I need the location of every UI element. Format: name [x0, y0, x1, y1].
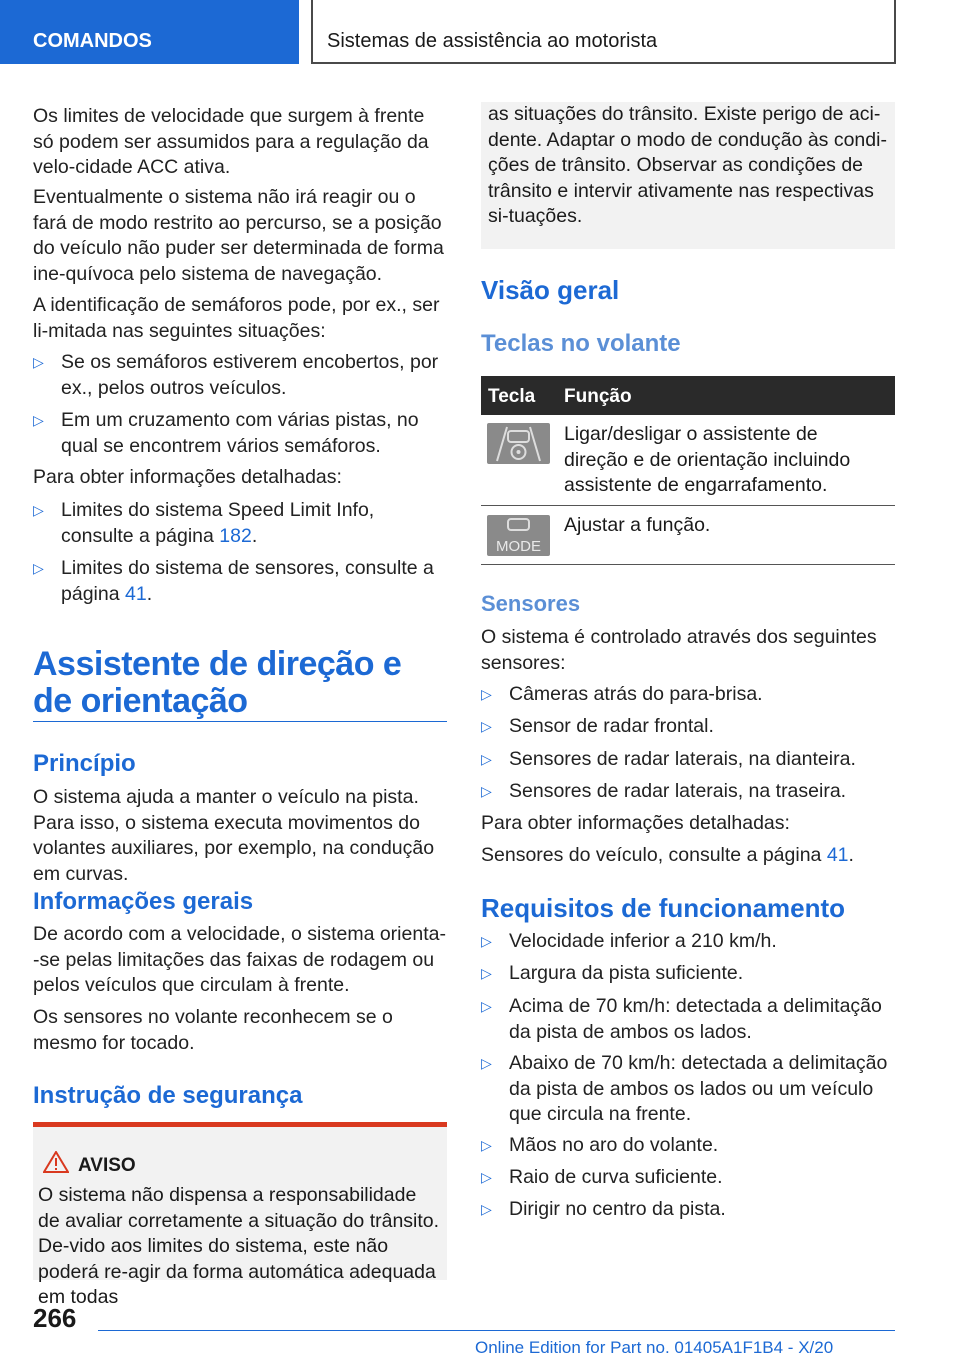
- table-row: [481, 506, 895, 565]
- list-item: ▷ Limites do sistema de sensores, consulte a página 41.: [33, 557, 434, 605]
- subheading-info: Informações gerais: [33, 888, 254, 915]
- list-item: ▷ Sensores de radar laterais, na dianteira.: [481, 747, 895, 773]
- paragraph-navigation: Eventualmente o sistema não irá reagir ou o fará de modo restrito ao percurso, se a posição do veículo não puder ser determinada de forma ine-quívoca pelo sistema de navegação.: [33, 186, 444, 285]
- list-item: ▷ Velocidade inferior a 210 km/h.: [481, 929, 895, 955]
- warning-continuation-text: as situações do trânsito. Existe perigo de aci-dente. Adaptar o modo de condução às condi-ções de trânsito. Observar as condições de trânsito e intervir ativamente nas respectivas si-tuações.: [488, 103, 887, 227]
- triangle-bullet-icon: ▷: [481, 718, 492, 734]
- chapter-header: [311, 0, 896, 64]
- paragraph-sensor-ref: Sensores do veículo, consulte a página 41.: [481, 844, 854, 866]
- page-number: 266: [33, 1303, 77, 1333]
- column-header-function: Função: [564, 386, 632, 407]
- subheading-safety: Instrução de segurança: [33, 1082, 303, 1109]
- list-item: ▷ Raio de curva suficiente.: [481, 1165, 895, 1191]
- triangle-bullet-icon: ▷: [481, 1201, 492, 1217]
- page-link[interactable]: 41: [826, 844, 849, 866]
- table-header: [481, 376, 895, 415]
- warning-text: O sistema não dispensa a responsabilidade de avaliar corretamente a situação do trânsito. De-vido aos limites do sistema, este não poderá re-agir da forma automática adequada em todas: [38, 1184, 440, 1308]
- paragraph-acc: Os limites de velocidade que surgem à frente só podem ser assumidos para a regulação da velo-cidade ACC ativa.: [33, 105, 429, 178]
- triangle-bullet-icon: ▷: [33, 502, 44, 518]
- triangle-bullet-icon: ▷: [33, 560, 44, 576]
- footer-edition: Online Edition for Part no. 01405A1F1B4 - X/20: [475, 1338, 834, 1357]
- triangle-bullet-icon: ▷: [481, 998, 492, 1014]
- heading-rule: [33, 721, 447, 722]
- list-item: ▷ Em um cruzamento com várias pistas, no qual se encontrem vários semáforos.: [33, 409, 419, 457]
- subheading-steering-keys: Teclas no volante: [481, 330, 681, 357]
- triangle-bullet-icon: ▷: [481, 933, 492, 949]
- heading-overview: Visão geral: [481, 275, 620, 305]
- triangle-bullet-icon: ▷: [481, 751, 492, 767]
- triangle-bullet-icon: ▷: [481, 1137, 492, 1153]
- column-header-key: Tecla: [488, 386, 536, 407]
- warning-triangle-icon: [43, 1151, 69, 1173]
- page-link[interactable]: 182: [219, 524, 252, 547]
- steering-assist-button-icon: [487, 423, 550, 464]
- paragraph-details: Para obter informações detalhadas:: [481, 812, 790, 834]
- chapter-title: Sistemas de assistência ao motorista: [327, 30, 658, 52]
- list-item: ▷ Sensores de radar laterais, na traseira.: [481, 779, 895, 805]
- list-item: ▷ Mãos no aro do volante.: [481, 1133, 895, 1159]
- list-item: ▷ Dirigir no centro da pista.: [481, 1197, 895, 1223]
- warning-continuation: [481, 102, 895, 249]
- paragraph-details: Para obter informações detalhadas:: [33, 466, 342, 488]
- mode-key-label: MODE: [496, 538, 541, 555]
- list-item: ▷ Abaixo de 70 km/h: detectada a delimitação da pista de ambos os lados ou um veículo que circula na frente.: [481, 1052, 888, 1125]
- function-description: Ligar/desligar o assistente de direção e de orientação incluindo assistente de engarrafamento.: [564, 423, 851, 496]
- paragraph-info: De acordo com a velocidade, o sistema orienta--se pelas limitações das faixas de rodagem ou pelos veículos que circulam à frente.: [33, 923, 446, 996]
- section-tab: [0, 0, 299, 64]
- triangle-bullet-icon: ▷: [481, 965, 492, 981]
- triangle-bullet-icon: ▷: [33, 412, 44, 428]
- paragraph-traffic-lights: A identificação de semáforos pode, por ex., ser li-mitada nas seguintes situações:: [33, 294, 440, 342]
- triangle-bullet-icon: ▷: [481, 1055, 492, 1071]
- paragraph-sensors-intro: O sistema é controlado através dos seguintes sensores:: [481, 626, 877, 674]
- section-heading: Assistente de direção e de orientação: [33, 645, 402, 720]
- list-item: ▷ Limites do sistema Speed Limit Info, consulte a página 182.: [33, 499, 375, 547]
- paragraph-principio: O sistema ajuda a manter o veículo na pista. Para isso, o sistema executa movimentos do volantes auxiliares, por exemplo, na condução em curvas.: [33, 786, 435, 885]
- footer-rule: [98, 1330, 895, 1331]
- triangle-bullet-icon: ▷: [481, 1169, 492, 1185]
- warning-title: AVISO: [78, 1155, 136, 1176]
- triangle-bullet-icon: ▷: [33, 354, 44, 370]
- list-item: ▷ Acima de 70 km/h: detectada a delimitação da pista de ambos os lados.: [481, 995, 882, 1043]
- warning-box: [33, 1122, 447, 1308]
- subheading-principio: Princípio: [33, 750, 136, 777]
- list-item: ▷ Se os semáforos estiverem encobertos, por ex., pelos outros veículos.: [33, 351, 439, 399]
- list-item: ▷ Sensor de radar frontal.: [481, 714, 895, 740]
- list-item: ▷ Largura da pista suficiente.: [481, 961, 895, 987]
- mode-button-icon: [487, 515, 550, 556]
- function-description: Ajustar a função.: [564, 514, 711, 536]
- table-row: [481, 415, 895, 506]
- heading-requirements: Requisitos de funcionamento: [481, 893, 846, 923]
- section-label: COMANDOS: [33, 30, 152, 52]
- page-link[interactable]: 41: [124, 582, 147, 605]
- paragraph-sensors: Os sensores no volante reconhecem se o mesmo for tocado.: [33, 1006, 393, 1054]
- subheading-sensors: Sensores: [481, 591, 581, 616]
- triangle-bullet-icon: ▷: [481, 783, 492, 799]
- list-item: ▷ Câmeras atrás do para-brisa.: [481, 682, 895, 708]
- triangle-bullet-icon: ▷: [481, 686, 492, 702]
